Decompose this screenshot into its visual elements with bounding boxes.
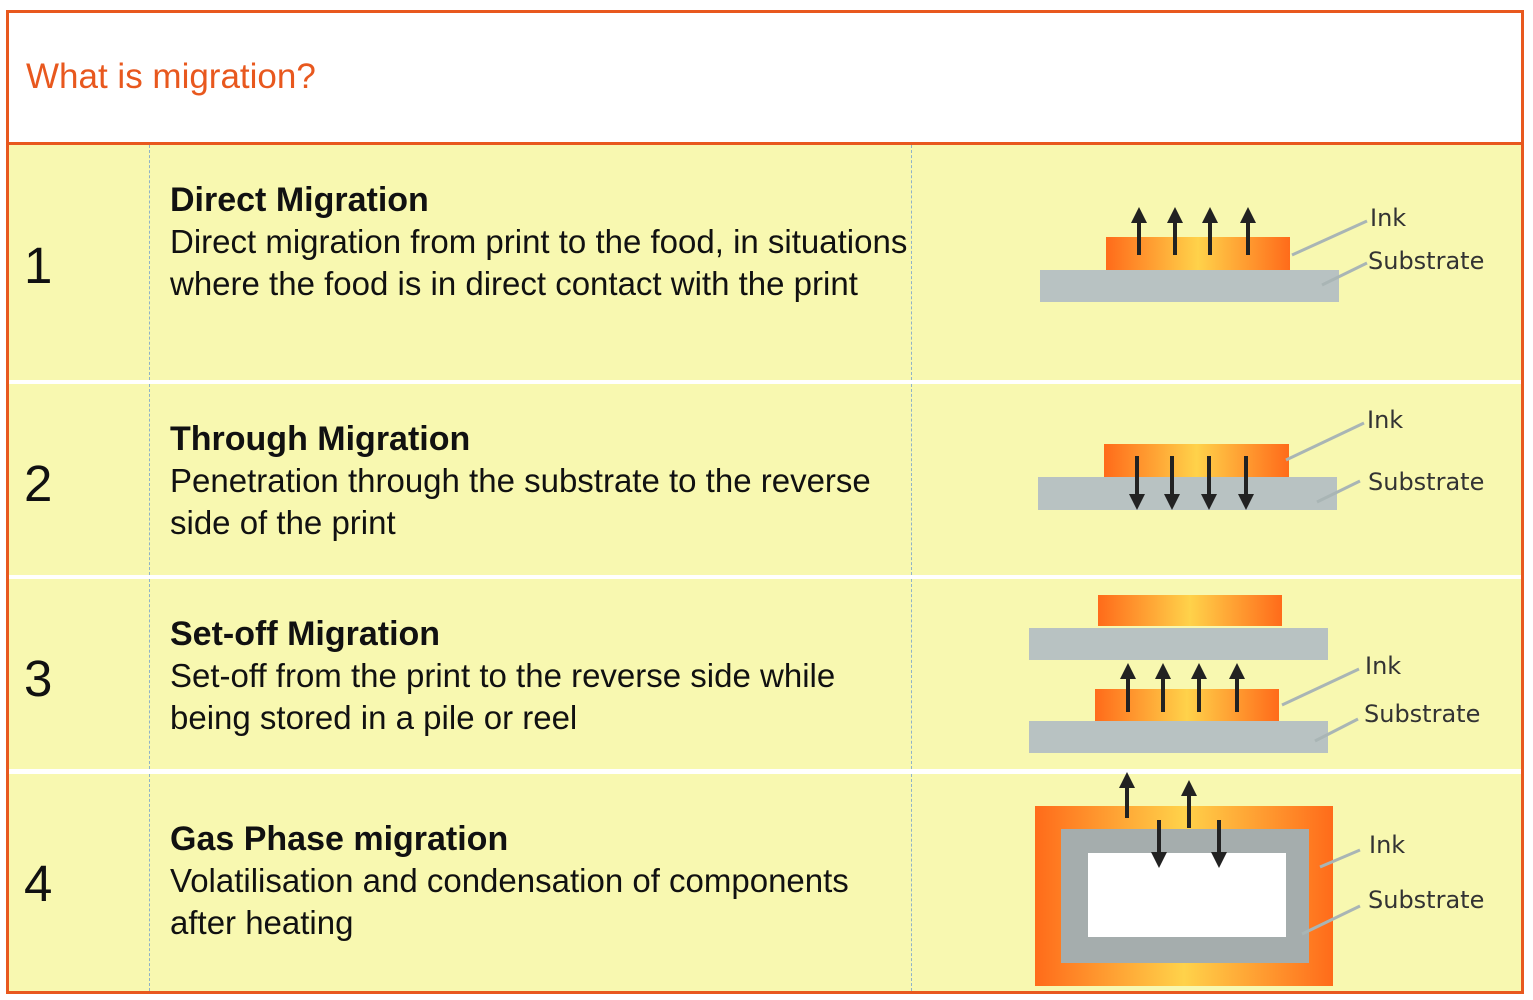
row-number: 3 (24, 650, 53, 707)
ink-label: Ink (1370, 204, 1407, 232)
row-description: Direct migration from print to the food, in situations where the food is in direct contact with the print (170, 223, 908, 302)
header (9, 13, 1521, 145)
upper-substrate-layer (1029, 628, 1328, 660)
ink-leader-line (1292, 221, 1367, 255)
row-number: 4 (24, 855, 53, 912)
substrate-layer (1038, 477, 1337, 510)
row-heading: Set-off Migration (170, 615, 441, 653)
column-divider (149, 579, 150, 769)
row-text (170, 179, 910, 305)
substrate-layer (1029, 721, 1328, 753)
upper-ink-layer (1098, 595, 1282, 626)
row-gas-phase-migration (9, 774, 1521, 991)
row-description: Set-off from the print to the reverse side while being stored in a pile or reel (170, 657, 836, 736)
through-migration-diagram (912, 384, 1512, 575)
ink-label: Ink (1365, 652, 1402, 680)
row-text (170, 613, 910, 739)
ink-layer (1095, 689, 1279, 721)
row-description: Volatilisation and condensation of components after heating (170, 862, 849, 941)
direct-migration-diagram (912, 145, 1512, 380)
substrate-label: Substrate (1364, 700, 1481, 728)
substrate-layer (1040, 270, 1339, 302)
page-title: What is migration? (26, 57, 316, 96)
row-through-migration (9, 384, 1521, 575)
substrate-label: Substrate (1368, 886, 1485, 914)
row-set-off-migration (9, 579, 1521, 769)
row-heading: Direct Migration (170, 181, 429, 219)
column-divider (149, 384, 150, 575)
migration-table (6, 10, 1524, 994)
row-direct-migration (9, 145, 1521, 380)
row-heading: Gas Phase migration (170, 820, 509, 858)
substrate-label: Substrate (1368, 468, 1485, 496)
row-number: 2 (24, 455, 53, 512)
row-heading: Through Migration (170, 420, 471, 458)
row-text (170, 818, 910, 944)
ink-layer (1104, 444, 1289, 477)
ink-label: Ink (1367, 406, 1404, 434)
column-divider (149, 145, 150, 380)
column-divider (149, 774, 150, 991)
ink-leader-line (1286, 423, 1364, 460)
set-off-migration-diagram (912, 579, 1512, 769)
substrate-label: Substrate (1368, 247, 1485, 275)
gas-phase-migration-diagram (912, 774, 1512, 991)
ink-leader-line (1282, 669, 1359, 705)
row-number: 1 (24, 237, 53, 294)
ink-layer (1106, 237, 1290, 270)
row-text (170, 418, 910, 544)
row-description: Penetration through the substrate to the reverse side of the print (170, 462, 871, 541)
ink-label: Ink (1369, 831, 1406, 859)
food-interior (1088, 853, 1286, 937)
